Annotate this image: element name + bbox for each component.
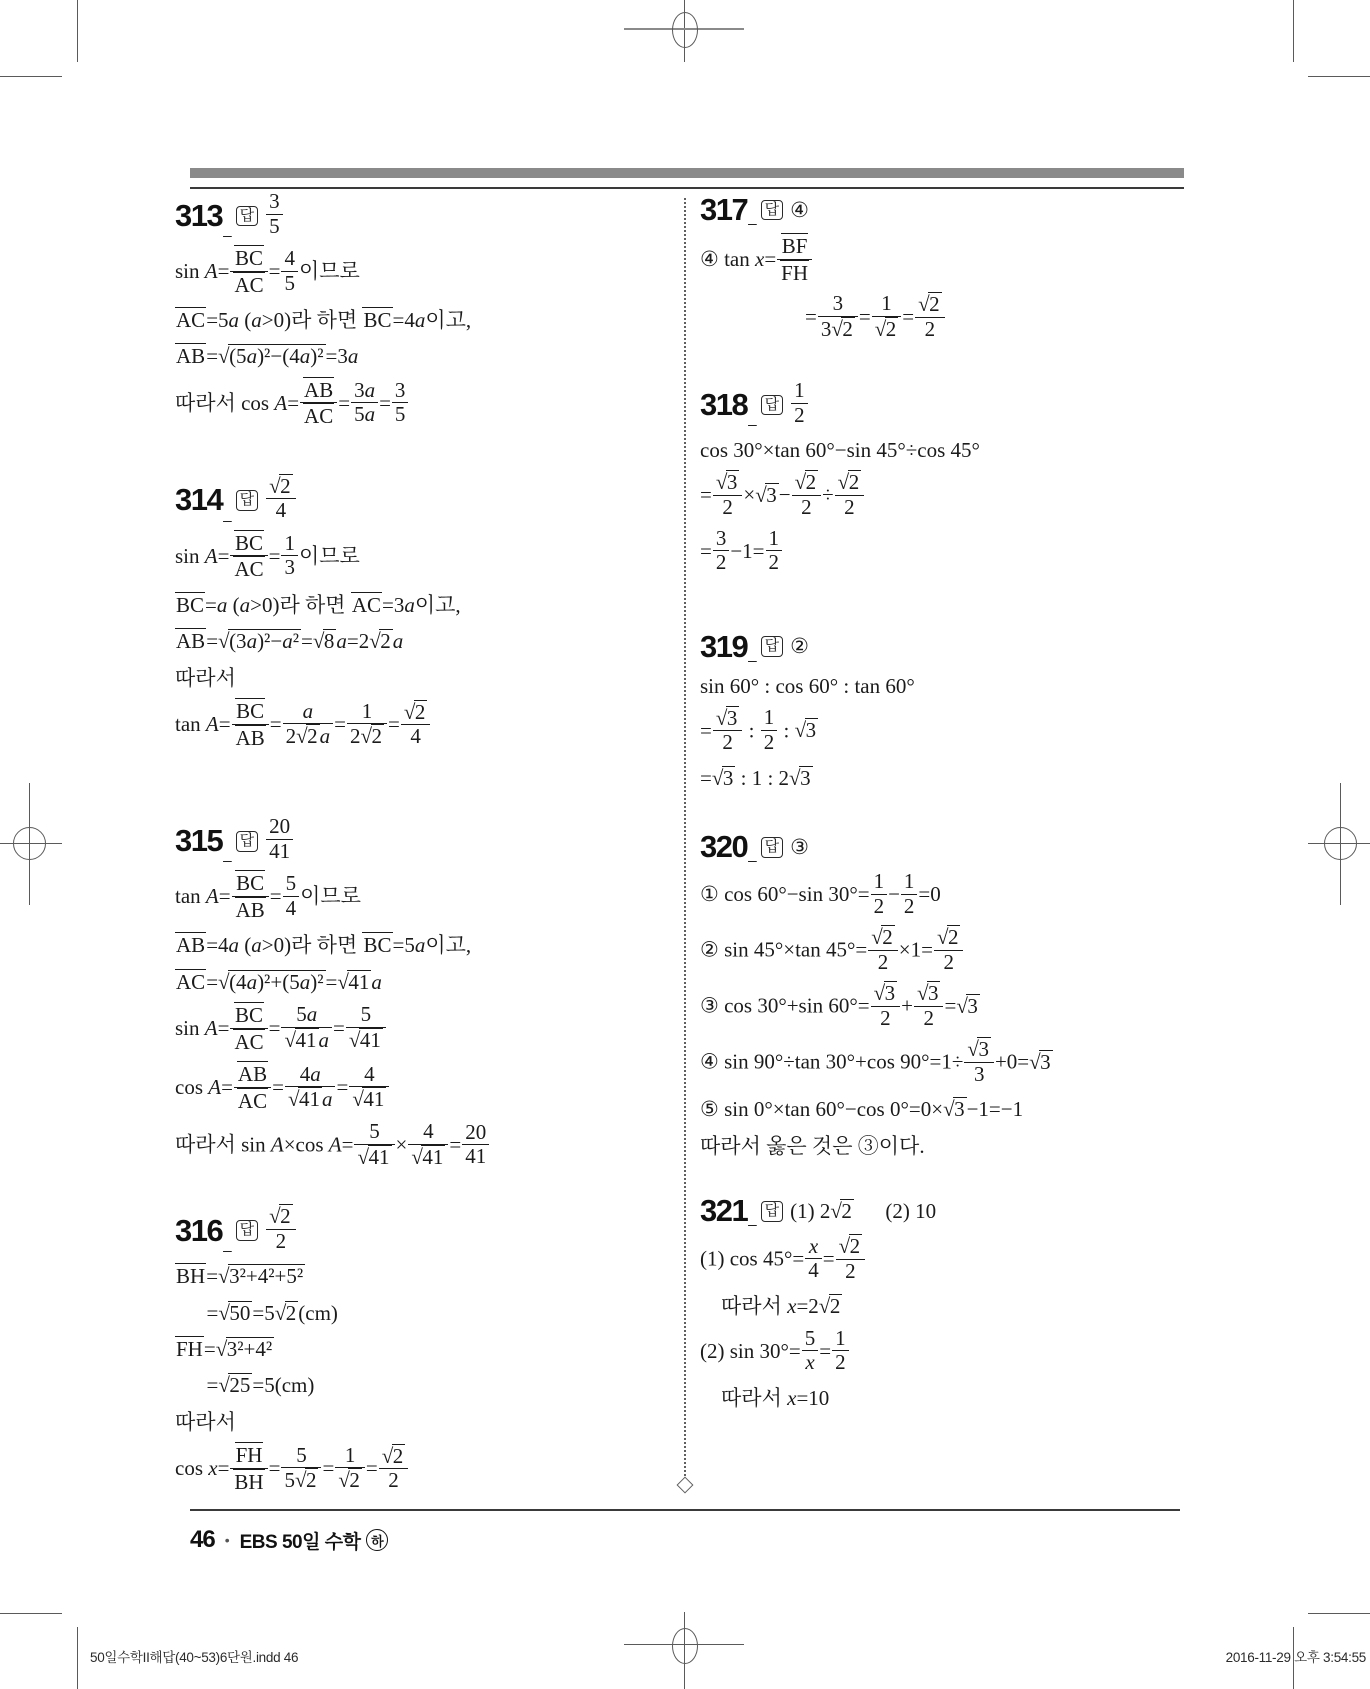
math-line: sin 60° : cos 60° : tan 60° xyxy=(700,673,915,698)
fraction: $\frac{5}{x}$ xyxy=(802,1327,819,1375)
variable: a xyxy=(306,1002,318,1027)
variable: a xyxy=(299,344,311,369)
fraction: $\frac{1}{2}$ xyxy=(832,1327,849,1375)
overline-segment: BC xyxy=(235,246,264,271)
answer-value: ③ xyxy=(790,834,809,859)
answer-badge: 답 xyxy=(236,831,259,852)
fraction: $\frac{3}{5}$ xyxy=(266,190,283,238)
problem-header xyxy=(700,829,1172,865)
problem-header xyxy=(700,1193,1172,1229)
print-info-left: 50일수학II해답(40~53)6단원.indd 46 xyxy=(90,1650,299,1665)
square-root: √2 xyxy=(794,470,817,495)
math-line: 따라서 xyxy=(175,1409,236,1434)
math-line: =√3 : 1 : 2√3 xyxy=(700,765,811,790)
square-root: √2 xyxy=(831,316,853,341)
fraction: $\frac{√2}{2}$ xyxy=(915,292,945,341)
square-root: √3 xyxy=(916,981,939,1006)
math-line: = $\frac{√3}{2}$ ×√3− $\frac{√2}{2}$ ÷ $\frac{√2}{2}$ xyxy=(700,472,1172,521)
square-root: √3 xyxy=(956,993,978,1018)
fraction: $\frac{5}{4}$ xyxy=(283,872,300,920)
variable: a xyxy=(282,629,293,654)
problem-number: 321 xyxy=(700,1193,748,1229)
square-root: √3 xyxy=(943,1097,965,1122)
problem-number-underscore: _ xyxy=(223,1236,232,1254)
variable: a xyxy=(414,933,426,958)
fraction: $\frac{x}{4}$ xyxy=(805,1235,822,1283)
trim-mark-top-right-v xyxy=(1293,0,1294,62)
print-info-right: 2016-11-29 오후 3:54:55 xyxy=(1225,1650,1366,1665)
fraction xyxy=(232,870,269,922)
math-line: =√25=5(cm) xyxy=(175,1373,315,1398)
fraction: $\frac{1}{2}$ xyxy=(871,870,888,918)
overline-segment: BC xyxy=(235,1002,264,1027)
trim-mark-bottom-left-v xyxy=(77,1627,78,1689)
problem-320 xyxy=(700,829,1172,1161)
answer-badge: 답 xyxy=(236,490,259,511)
fraction: $\frac{3}{2}$ xyxy=(713,527,730,575)
variable: A xyxy=(328,1132,342,1157)
fraction: $\frac{5}{5√2}$ xyxy=(281,1444,321,1493)
column-left xyxy=(175,189,647,1503)
math-line: BH=√3²+4²+5² xyxy=(176,1264,304,1289)
square-root: √41 xyxy=(287,1087,320,1112)
footer-rule xyxy=(190,1509,1180,1511)
answer-value: ② xyxy=(790,634,809,659)
math-line: = $\frac{3}{2}$ −1= $\frac{1}{2}$ xyxy=(700,529,1172,577)
overline-segment: AB xyxy=(235,897,265,922)
square-root: √41 xyxy=(284,1028,317,1052)
problem-header xyxy=(700,378,1172,429)
square-root: √2 xyxy=(381,1443,404,1468)
fraction: $\frac{1}{2}$ xyxy=(766,527,783,575)
overline-segment: AC xyxy=(304,404,334,429)
variable: x xyxy=(787,1294,797,1319)
variable: a xyxy=(299,969,311,994)
problem-319 xyxy=(700,629,1172,794)
square-root: √2 xyxy=(269,473,291,498)
variable: a xyxy=(364,377,376,402)
volume-mark-icon: 하 xyxy=(366,1529,388,1551)
overline-segment: BH xyxy=(234,1469,264,1494)
fraction: $\frac{√2}{2}$ xyxy=(792,470,822,519)
square-root: √2 xyxy=(837,470,860,495)
overline-segment: BH xyxy=(176,1264,206,1289)
square-root: √(4a)²+(5a)² xyxy=(218,969,324,994)
trim-mark-top-right-h xyxy=(1308,76,1370,77)
fraction: $\frac{1}{3}$ xyxy=(281,532,298,580)
math-line: ④ sin 90°÷tan 30°+cos 90°=1÷ $\frac{√3}{3}$ +0=√3 xyxy=(700,1037,1051,1086)
math-line: 따라서 cos A= $\frac{AB}{AC}$ = $\frac{3a}{5a}$ = $\frac{3}{5}$ xyxy=(175,379,647,431)
math-line: ④ tan x= $\frac{BF}{FH}$ xyxy=(700,235,1172,287)
variable: a xyxy=(251,933,262,958)
fraction: $\frac{a}{2√2a}$ xyxy=(283,700,334,749)
page-number: 46 xyxy=(190,1526,215,1553)
problem-number: 316 xyxy=(175,1212,223,1248)
overline-segment: BC xyxy=(363,308,392,333)
problem-316 xyxy=(175,1206,647,1496)
math-line: (1) cos 45°= $\frac{x}{4}$ = $\frac{√2}{2}$ xyxy=(700,1236,1172,1285)
math-line: tan A= $\frac{BC}{AB}$ = $\frac{a}{2√2a}$ = $\frac{1}{2√2}$ = $\frac{√2}{4}$ xyxy=(175,700,647,752)
math-line: = $\frac{3}{3√2}$ = $\frac{1}{√2}$ = $\frac{√2}{2}$ xyxy=(700,294,1172,343)
problem-314 xyxy=(175,473,647,752)
math-line: cos x= $\frac{FH}{BH}$ = $\frac{5}{5√2}$ = $\frac{1}{√2}$ = $\frac{√2}{2}$ xyxy=(175,1444,647,1496)
fraction: $\frac{5}{√41}$ xyxy=(346,1003,386,1052)
problem-313 xyxy=(175,189,647,431)
square-root: √2 xyxy=(403,699,426,724)
math-line: ③ cos 30°+sin 60°= $\frac{√3}{2}$ + $\frac{√3}{2}$ =√3 xyxy=(700,981,978,1030)
fraction: $\frac{√2}{2}$ xyxy=(934,925,964,974)
column-right xyxy=(700,192,1172,1420)
problem-321 xyxy=(700,1193,1172,1413)
variable: a xyxy=(414,308,426,333)
problem-number-underscore: _ xyxy=(748,645,757,663)
answer-badge: 답 xyxy=(236,206,259,227)
overline-segment: FH xyxy=(781,260,809,285)
math-line: ② sin 45°×tan 45°= $\frac{√2}{2}$ ×1= $\frac{√2}{2}$ xyxy=(700,927,1172,976)
overline-segment: FH xyxy=(176,1336,203,1361)
answer-value xyxy=(265,1206,297,1255)
answer-value: (1) 2√2 (2) 10 xyxy=(790,1198,937,1223)
fraction: $\frac{√2}{2}$ xyxy=(836,1234,866,1283)
square-root: √3²+4² xyxy=(215,1336,273,1361)
square-root: √41 xyxy=(411,1144,444,1169)
variable: a xyxy=(392,629,404,654)
square-root: √2 xyxy=(818,1294,841,1319)
square-root: √(5a)²−(4a)² xyxy=(218,344,324,369)
answer-value xyxy=(265,814,294,865)
fraction: $\frac{√3}{2}$ xyxy=(914,981,944,1030)
overline-segment: AB xyxy=(237,1062,268,1087)
book-title: EBS 50일 수학 xyxy=(239,1531,361,1553)
overline-segment: AB xyxy=(235,725,265,750)
square-root: √2 xyxy=(874,316,897,341)
variable: A xyxy=(204,258,218,283)
math-line: = $\frac{√3}{2}$ : $\frac{1}{2}$ : √3 xyxy=(700,705,817,755)
math-line: BC=a (a>0)라 하면 AC=3a이고, xyxy=(176,592,461,617)
fraction: $\frac{4}{5}$ xyxy=(281,247,298,295)
fraction: $\frac{4}{√41}$ xyxy=(349,1063,389,1112)
problem-number: 318 xyxy=(700,387,748,423)
divider-end-diamond xyxy=(677,1477,694,1494)
fraction: $\frac{√3}{2}$ xyxy=(713,706,743,755)
fraction xyxy=(300,377,337,429)
square-root: √2 xyxy=(936,925,959,950)
problem-header xyxy=(700,192,1172,228)
overline-segment: AC xyxy=(351,592,381,617)
square-root: √41 xyxy=(337,969,370,994)
fraction: $\frac{1}{√2}$ xyxy=(872,292,902,341)
answer-badge: 답 xyxy=(761,636,784,657)
fraction xyxy=(232,698,269,750)
trim-mark-bottom-left-h xyxy=(0,1613,62,1614)
math-line: 따라서 x=2√2 xyxy=(700,1294,841,1319)
fraction: $\frac{1}{√2}$ xyxy=(335,1444,365,1493)
math-line: =√50=5√2(cm) xyxy=(175,1300,338,1325)
answer-value: ④ xyxy=(790,197,809,222)
variable: A xyxy=(204,1015,218,1040)
variable: a xyxy=(310,1061,321,1086)
fraction: $\frac{√2}{4}$ xyxy=(266,474,296,523)
fraction: $\frac{√3}{2}$ xyxy=(713,470,743,519)
square-root: √3 xyxy=(715,470,738,495)
answer-badge: 답 xyxy=(761,837,784,858)
square-root: √2 xyxy=(338,1468,360,1493)
overline-segment: AB xyxy=(176,344,206,369)
fraction: $\frac{20}{41}$ xyxy=(266,815,293,863)
square-root: √3²+4²+5² xyxy=(218,1264,304,1289)
problem-number-underscore: _ xyxy=(748,846,757,864)
fraction: $\frac{√2}{2}$ xyxy=(868,925,898,974)
square-root: √41 xyxy=(352,1087,385,1112)
square-root: √3 xyxy=(789,765,811,790)
math-line: 따라서 sin A×cos A= $\frac{5}{√41}$ × $\frac{4}{√41}$ = $\frac{20}{41}$ xyxy=(175,1122,647,1171)
problem-header xyxy=(175,473,647,525)
variable: x xyxy=(754,246,765,271)
fraction: $\frac{√2}{2}$ xyxy=(835,470,865,519)
square-root: √8 xyxy=(312,629,335,654)
math-line: tan A= $\frac{BC}{AB}$ = $\frac{5}{4}$ 이므로 xyxy=(175,871,361,922)
answer-value xyxy=(790,378,809,429)
column-divider xyxy=(684,198,686,1480)
problem-number-underscore: _ xyxy=(748,1210,757,1228)
square-root: √3 xyxy=(967,1037,989,1062)
fraction: $\frac{4}{√41}$ xyxy=(408,1120,448,1169)
fraction: $\frac{3}{5}$ xyxy=(392,379,409,427)
square-root: √2 xyxy=(360,724,383,749)
problem-number: 320 xyxy=(700,829,748,865)
variable: a xyxy=(216,592,228,617)
overline-segment: AB xyxy=(304,377,334,402)
variable: a xyxy=(302,698,314,723)
variable: a xyxy=(239,592,251,617)
overline-segment: FH xyxy=(235,1443,263,1468)
fraction: $\frac{3a}{5a}$ xyxy=(351,379,378,427)
variable: a xyxy=(246,969,258,994)
header-rule xyxy=(190,187,1184,189)
answer-badge: 답 xyxy=(761,1201,784,1222)
answer-badge: 답 xyxy=(761,200,784,221)
problem-number: 314 xyxy=(175,482,223,518)
overline-segment: AC xyxy=(237,1088,268,1113)
variable: A xyxy=(205,884,219,908)
variable: x xyxy=(208,1455,218,1480)
fraction: $\frac{20}{41}$ xyxy=(462,1121,489,1169)
math-line: sin A= $\frac{BC}{AC}$ = $\frac{1}{3}$ 이므로 xyxy=(175,530,360,582)
fraction xyxy=(234,1061,271,1113)
fraction xyxy=(230,530,267,582)
variable: a xyxy=(347,344,359,369)
fraction: $\frac{√3}{2}$ xyxy=(871,981,901,1030)
square-root: √50 xyxy=(218,1300,251,1325)
fraction: $\frac{1}{2}$ xyxy=(901,870,918,918)
overline-segment: BC xyxy=(236,871,265,896)
fraction: $\frac{1}{2}$ xyxy=(791,379,808,427)
square-root: √2 xyxy=(871,925,893,950)
problem-header xyxy=(175,189,647,240)
overline-segment: AB xyxy=(176,933,206,958)
fraction: $\frac{√2}{4}$ xyxy=(401,700,431,749)
variable: a xyxy=(321,1087,333,1112)
overline-segment: BF xyxy=(781,234,808,258)
variable: a xyxy=(228,308,240,333)
variable: a xyxy=(246,344,258,369)
math-line: AB=√(3a)²−a²=√8a=2√2a xyxy=(176,629,404,654)
square-root: √2 xyxy=(269,1204,291,1229)
square-root: √2 xyxy=(838,1234,861,1259)
footer-bullet: • xyxy=(224,1532,230,1548)
variable: a xyxy=(251,308,262,333)
problem-number-underscore: _ xyxy=(223,221,232,239)
trim-mark-top-left-v xyxy=(77,0,78,62)
square-root: √25 xyxy=(218,1373,251,1398)
trim-mark-top-left-h xyxy=(0,76,62,77)
answer-value xyxy=(265,189,284,240)
variable: A xyxy=(270,1132,284,1157)
problem-number: 317 xyxy=(700,192,748,227)
variable: a xyxy=(228,933,240,958)
fraction: $\frac{5a}{√41a}$ xyxy=(281,1003,332,1052)
fraction: $\frac{1}{2}$ xyxy=(761,706,778,754)
math-line: AB=√(5a)²−(4a)²=3a xyxy=(176,344,359,369)
square-root: √3 xyxy=(794,718,817,743)
square-root: √2 xyxy=(274,1300,297,1325)
square-root: √2 xyxy=(369,629,391,654)
problem-315 xyxy=(175,814,647,1171)
problem-header xyxy=(700,629,1172,665)
problem-number: 319 xyxy=(700,628,748,664)
variable: a xyxy=(318,1028,329,1052)
square-root: √2 xyxy=(918,292,940,317)
math-line: ① cos 60°−sin 30°= $\frac{1}{2}$ − $\frac{1}{2}$ =0 xyxy=(700,869,941,918)
variable: a xyxy=(371,969,382,994)
trim-mark-bottom-right-h xyxy=(1308,1613,1370,1614)
variable: a xyxy=(336,629,347,654)
math-line: cos A= $\frac{AB}{AC}$ = $\frac{4a}{√41a}$ = $\frac{4}{√41}$ xyxy=(175,1063,647,1115)
square-root: √3 xyxy=(873,981,896,1006)
variable: A xyxy=(205,711,219,736)
math-line: AC=√(4a)²+(5a)²=√41a xyxy=(176,969,382,994)
math-line: AC=5a (a>0)라 하면 BC=4a이고, xyxy=(176,308,472,333)
overline-segment: BC xyxy=(236,699,265,724)
variable: a xyxy=(319,724,331,749)
variable: A xyxy=(208,1074,222,1099)
square-root: √3 xyxy=(715,705,738,730)
square-root: √2 xyxy=(294,1468,317,1493)
square-root: √(3a)²−a² xyxy=(218,629,299,654)
overline-segment: AC xyxy=(176,308,206,333)
fraction: $\frac{√2}{2}$ xyxy=(266,1204,296,1253)
variable: A xyxy=(204,543,218,568)
overline-segment: AC xyxy=(234,557,264,582)
variable: a xyxy=(404,592,415,617)
square-root: √3 xyxy=(711,765,734,790)
problem-317 xyxy=(700,192,1172,343)
problem-header xyxy=(175,814,647,865)
square-root: √41 xyxy=(357,1144,390,1169)
overline-segment: AC xyxy=(234,272,264,297)
square-root: √2 xyxy=(296,724,318,749)
answer-badge: 답 xyxy=(761,395,784,416)
header-bar xyxy=(190,168,1184,178)
problem-number-underscore: _ xyxy=(748,410,757,428)
fraction: $\frac{√3}{3}$ xyxy=(964,1037,994,1086)
math-line: cos 30°×tan 60°−sin 45°÷cos 45° xyxy=(700,438,980,463)
problem-318 xyxy=(700,378,1172,576)
overline-segment: BC xyxy=(235,530,264,555)
variable: x xyxy=(787,1385,797,1410)
math-line: (2) sin 30°= $\frac{5}{x}$ = $\frac{1}{2}$ xyxy=(700,1329,1172,1377)
overline-segment: BC xyxy=(176,592,205,617)
math-line: AB=4a (a>0)라 하면 BC=5a이고, xyxy=(176,933,472,958)
square-root: √3 xyxy=(755,482,777,507)
square-root: √3 xyxy=(1029,1049,1051,1074)
fraction: $\frac{3}{3√2}$ xyxy=(818,292,858,341)
fraction: $\frac{1}{2√2}$ xyxy=(347,700,387,749)
math-line: 따라서 xyxy=(175,665,236,690)
square-root: √2 xyxy=(830,1198,852,1223)
variable: a xyxy=(246,629,258,654)
overline-segment: AC xyxy=(234,1029,264,1054)
fraction xyxy=(230,1002,267,1054)
variable: x xyxy=(808,1233,819,1258)
math-line: 따라서 옳은 것은 ③이다. xyxy=(700,1133,925,1158)
problem-number: 315 xyxy=(175,823,223,859)
math-line: 따라서 x=10 xyxy=(700,1385,830,1410)
problem-number-underscore: _ xyxy=(223,505,232,523)
overline-segment: AB xyxy=(176,629,206,654)
variable: A xyxy=(274,390,288,415)
problem-number: 313 xyxy=(175,198,223,234)
fraction: $\frac{√2}{2}$ xyxy=(379,1444,409,1493)
answer-badge: 답 xyxy=(236,1220,259,1241)
fraction: $\frac{5}{√41}$ xyxy=(354,1120,394,1169)
answer-value xyxy=(265,473,297,525)
fraction: $\frac{4a}{√41a}$ xyxy=(285,1063,336,1112)
math-line: sin A= $\frac{BC}{AC}$ = $\frac{4}{5}$ 이므로 xyxy=(175,246,360,297)
variable: a xyxy=(364,402,376,427)
page-footer xyxy=(190,1526,388,1554)
math-line: sin A= $\frac{BC}{AC}$ = $\frac{5a}{√41a}$ = $\frac{5}{√41}$ xyxy=(175,1004,647,1056)
overline-segment: AC xyxy=(176,969,206,994)
problem-header xyxy=(175,1206,647,1255)
math-line: ⑤ sin 0°×tan 60°−cos 0°=0×√3−1=−1 xyxy=(700,1097,1024,1122)
fraction xyxy=(777,233,812,285)
fraction xyxy=(230,245,267,297)
variable: x xyxy=(805,1350,815,1375)
overline-segment: BC xyxy=(363,933,392,958)
math-line: FH=√3²+4² xyxy=(176,1336,273,1361)
square-root: √41 xyxy=(348,1028,381,1052)
problem-number-underscore: _ xyxy=(748,209,757,226)
fraction xyxy=(230,1442,267,1494)
problem-number-underscore: _ xyxy=(223,846,232,864)
